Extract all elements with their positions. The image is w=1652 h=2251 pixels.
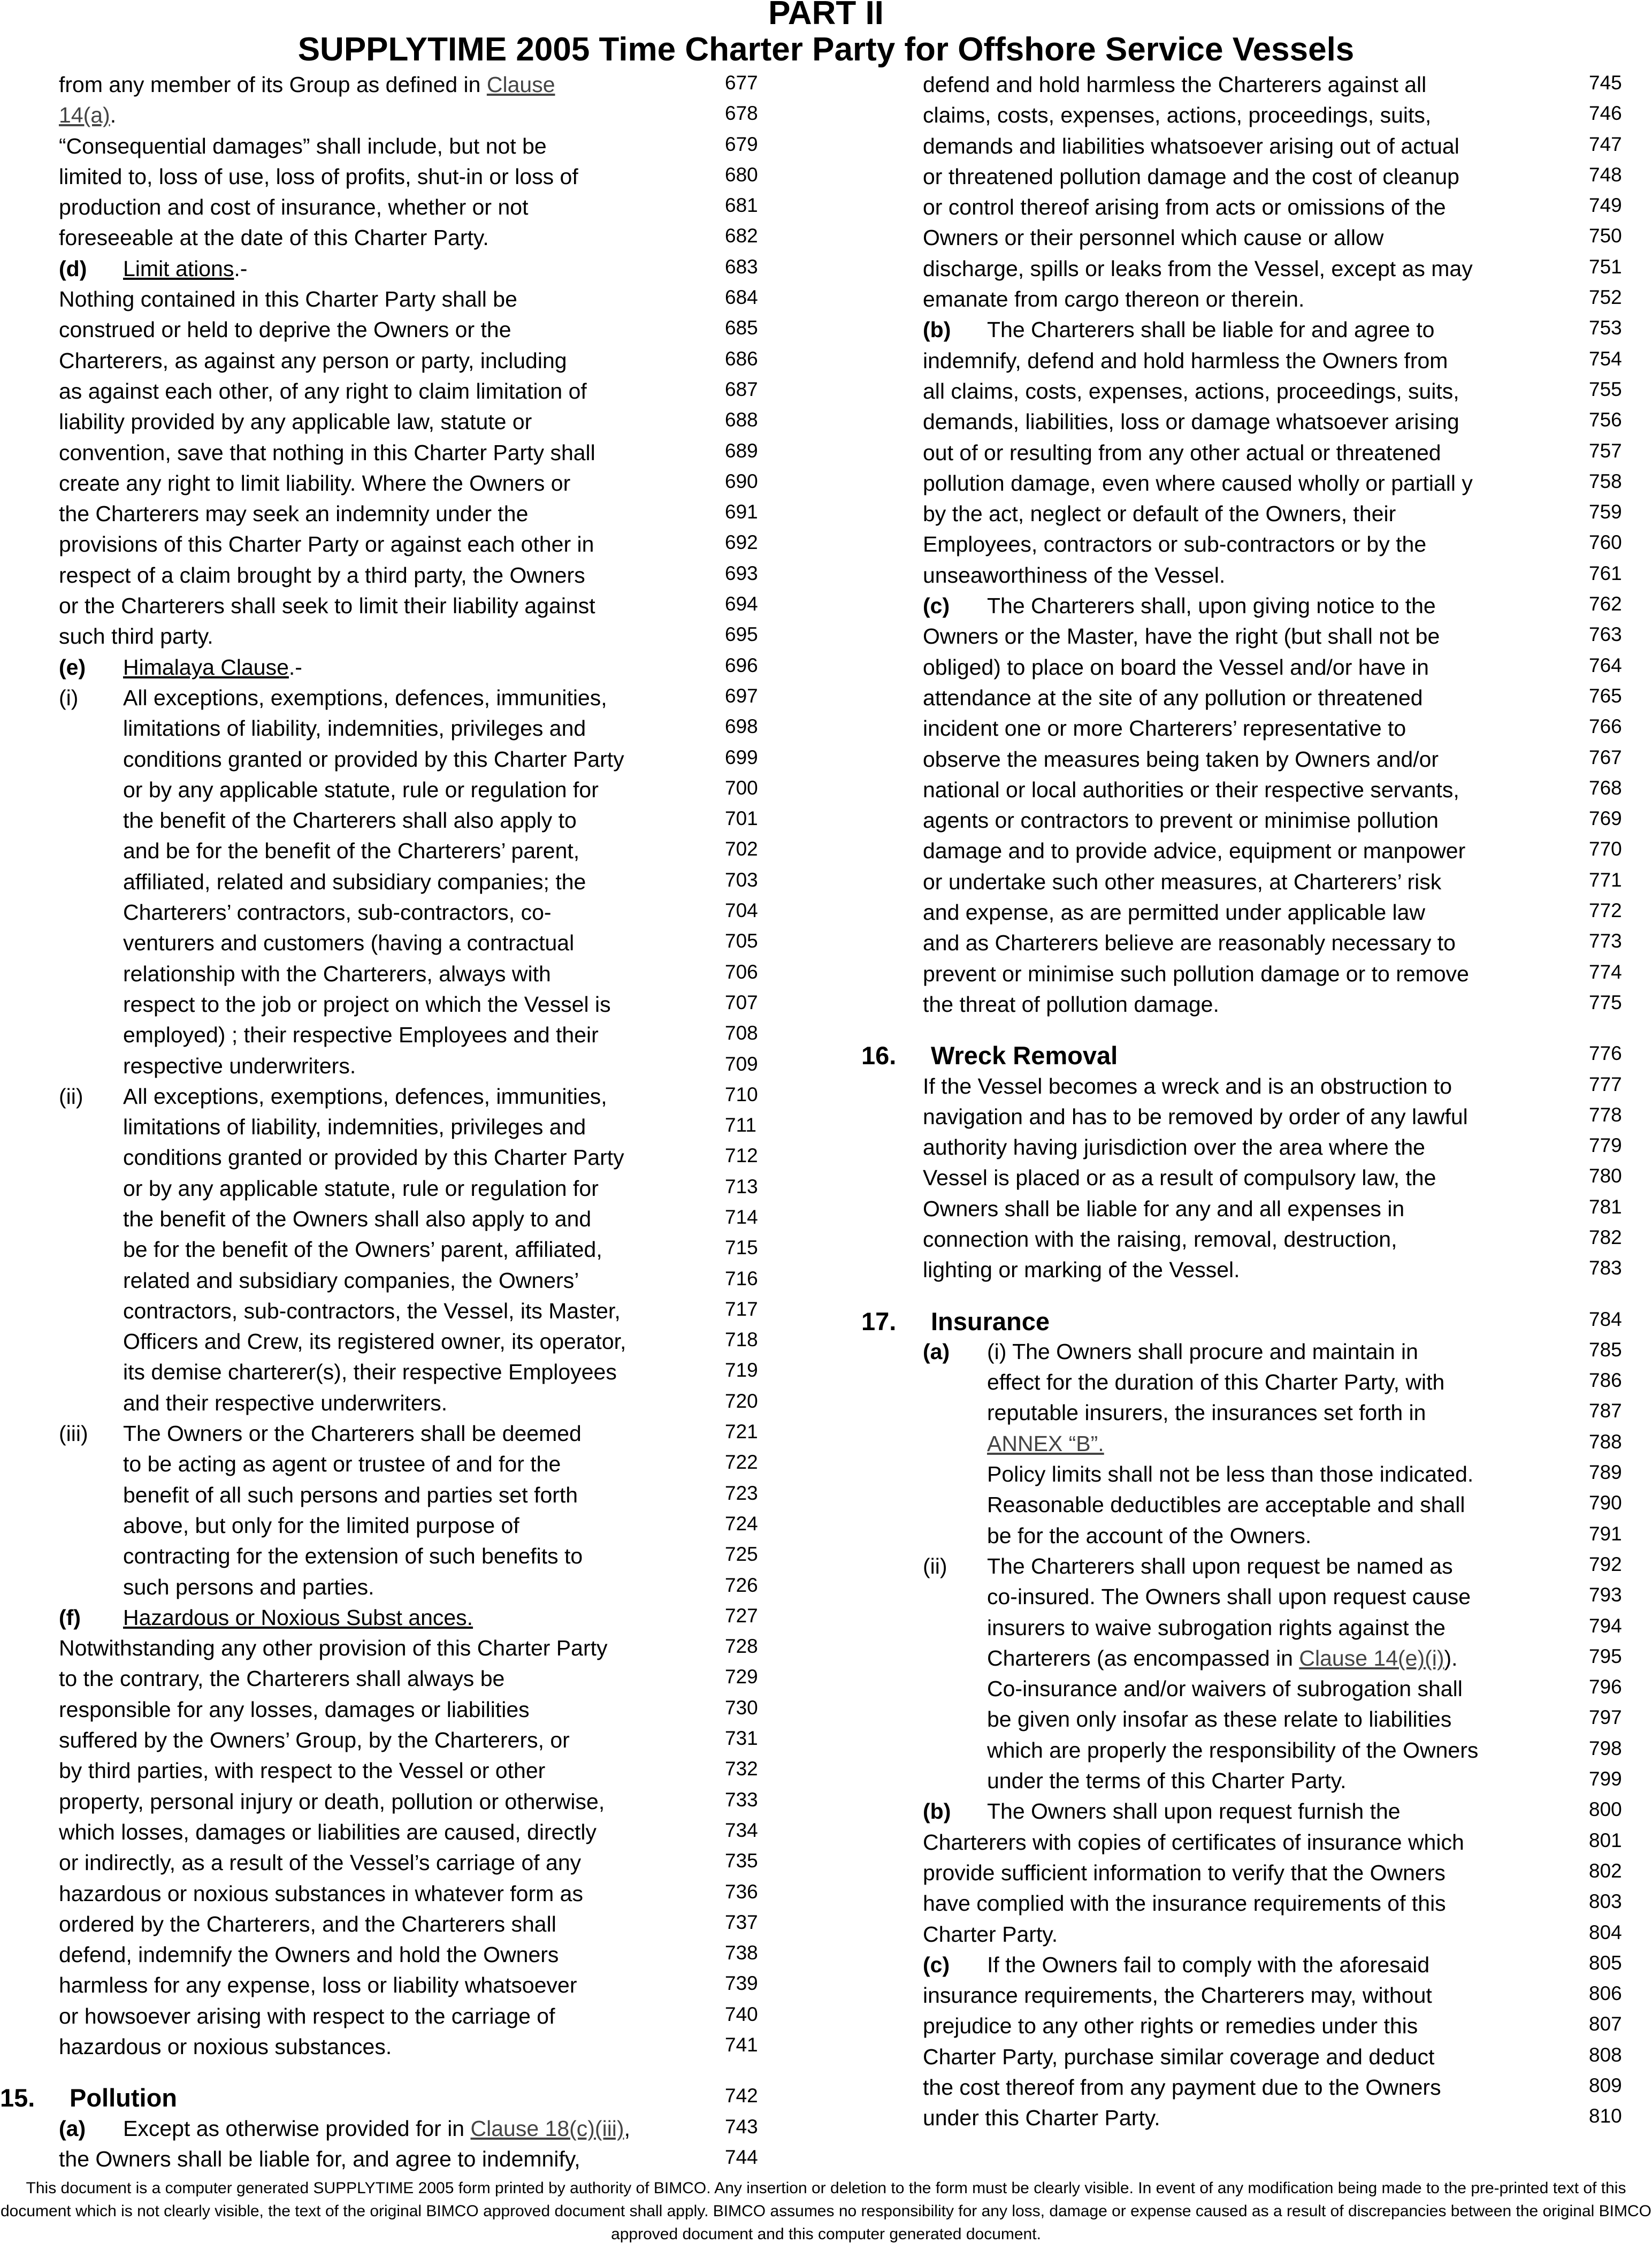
text-line: Employees, contractors or sub-contractors or by the 760	[845, 529, 1632, 560]
line-number: 808	[1589, 2043, 1622, 2066]
line-number: 707	[725, 991, 758, 1013]
text-line: (i) All exceptions, exemptions, defences, immunities, 697	[0, 683, 781, 713]
text-line: or the Charterers shall seek to limit their liability against 694	[0, 591, 781, 621]
line-number: 803	[1589, 1890, 1622, 1913]
text-line: conditions granted or provided by this Charter Party 712	[0, 1142, 781, 1173]
line-number: 720	[725, 1390, 758, 1412]
clause-link[interactable]: 14(a)	[59, 103, 110, 128]
line-number: 722	[725, 1451, 758, 1474]
text-line: Charterers’ contractors, sub-contractors, co- 704	[0, 897, 781, 928]
line-number: 741	[725, 2034, 758, 2056]
text-line: affiliated, related and subsidiary companies; the 703	[0, 867, 781, 897]
text-line: limited to, loss of use, loss of profits, shut-in or loss of 680	[0, 162, 781, 192]
line-number: 787	[1589, 1400, 1622, 1422]
line-number: 759	[1589, 501, 1622, 523]
text-line: all claims, costs, expenses, actions, proceedings, suits, 755	[845, 376, 1632, 407]
text-line: Vessel is placed or as a result of compulsory law, the 780	[845, 1163, 1632, 1193]
line-number: 732	[725, 1758, 758, 1780]
document-title: SUPPLYTIME 2005 Time Charter Party for Offshore Service Vessels	[297, 31, 1355, 68]
line-number: 704	[725, 899, 758, 922]
text-line: authority having jurisdiction over the area where the 779	[845, 1132, 1632, 1163]
line-number: 730	[725, 1696, 758, 1719]
text-line: property, personal injury or death, pollution or otherwise, 733	[0, 1787, 781, 1817]
text-line: Charter Party, purchase similar coverage and deduct 808	[845, 2042, 1632, 2072]
text-line: such third party. 695	[0, 621, 781, 652]
text-line: production and cost of insurance, whether or not 681	[0, 192, 781, 223]
text-line: be for the benefit of the Owners’ parent, affiliated, 715	[0, 1234, 781, 1265]
text-line: discharge, spills or leaks from the Vessel, except as may 751	[845, 254, 1632, 284]
line-number: 791	[1589, 1522, 1622, 1545]
text-line: create any right to limit liability. Where the Owners or 690	[0, 468, 781, 499]
line-number: 742	[725, 2085, 758, 2107]
text-line: Owners or the Master, have the right (but shall not be 763	[845, 621, 1632, 652]
line-number: 802	[1589, 1859, 1622, 1882]
line-number: 761	[1589, 562, 1622, 584]
text-line: demands, liabilities, loss or damage whatsoever arising 756	[845, 407, 1632, 437]
line-number: 678	[725, 102, 758, 125]
text-line: indemnify, defend and hold harmless the Owners from 754	[845, 346, 1632, 376]
text-line: responsible for any losses, damages or liabilities 730	[0, 1695, 781, 1725]
line-number: 793	[1589, 1584, 1622, 1606]
line-number: 709	[725, 1052, 758, 1075]
line-number: 767	[1589, 746, 1622, 768]
text-line: or howsoever arising with respect to the carriage of 740	[0, 2001, 781, 2032]
line-number: 717	[725, 1298, 758, 1320]
line-number: 687	[725, 378, 758, 400]
text-line: contractors, sub-contractors, the Vessel, its Master, 717	[0, 1296, 781, 1326]
line-number: 702	[725, 838, 758, 860]
text-line: or by any applicable statute, rule or regulation for 700	[0, 775, 781, 805]
text-line: the benefit of the Owners shall also apply to and 714	[0, 1204, 781, 1234]
text-line: prejudice to any other rights or remedies under this 807	[845, 2011, 1632, 2041]
section-heading-wreck-removal: 16. Wreck Removal 776	[845, 1040, 1632, 1071]
line-number: 726	[725, 1574, 758, 1596]
line-number: 708	[725, 1022, 758, 1044]
text-line: insurance requirements, the Charterers may, without 806	[845, 1980, 1632, 2011]
line-number: 763	[1589, 623, 1622, 646]
line-number: 743	[725, 2115, 758, 2138]
line-number: 725	[725, 1543, 758, 1566]
line-number: 752	[1589, 286, 1622, 309]
line-number: 728	[725, 1635, 758, 1658]
line-number: 750	[1589, 225, 1622, 247]
line-number: 680	[725, 163, 758, 186]
text-line: demands and liabilities whatsoever arising out of actual 747	[845, 131, 1632, 162]
line-number: 748	[1589, 163, 1622, 186]
text-line: (b) The Charterers shall be liable for and agree to 753	[845, 315, 1632, 345]
text-line: and their respective underwriters. 720	[0, 1388, 781, 1418]
footer-disclaimer: This document is a computer generated SUPPLYTIME 2005 form printed by authority of BIMCO. Any insertion or deletion to the form must be clearly visible. In event of any modification being made to the pre-printed text of this document which is not clearly visible, the text of the original BIMCO approved document shall apply. BIMCO assumes no responsibility for any loss, damage or expense caused as a result of discrepancies between the original BIMCO approved document and this computer generated document.	[1, 2179, 1651, 2243]
line-number: 784	[1589, 1308, 1622, 1330]
text-line: Policy limits shall not be less than those indicated. 789	[845, 1459, 1632, 1490]
line-number: 719	[725, 1359, 758, 1382]
text-line: defend, indemnify the Owners and hold the Owners 738	[0, 1940, 781, 1970]
text-line: the benefit of the Charterers shall also apply to 701	[0, 805, 781, 836]
text-line: Nothing contained in this Charter Party shall be 684	[0, 284, 781, 315]
left-column	[0, 70, 781, 2174]
line-number: 696	[725, 654, 758, 676]
text-line: ordered by the Charterers, and the Charterers shall 737	[0, 1909, 781, 1940]
line-number: 755	[1589, 378, 1622, 400]
line-number: 694	[725, 593, 758, 615]
text-line: defend and hold harmless the Charterers against all 745	[845, 70, 1632, 100]
text-line: obliged) to place on board the Vessel and/or have in 764	[845, 652, 1632, 683]
line-number: 701	[725, 807, 758, 830]
line-number: 745	[1589, 72, 1622, 94]
line-number: 724	[725, 1512, 758, 1535]
line-number: 768	[1589, 776, 1622, 799]
text-line: Notwithstanding any other provision of this Charter Party 728	[0, 1633, 781, 1664]
text-line: employed) ; their respective Employees and their 708	[0, 1020, 781, 1050]
line-number: 789	[1589, 1461, 1622, 1484]
subclause-heading: (e) Himalaya Clause.- 696	[0, 652, 781, 683]
line-number: 774	[1589, 960, 1622, 983]
line-number: 753	[1589, 317, 1622, 339]
text-line: 14(a). 678	[0, 100, 781, 131]
line-number: 800	[1589, 1798, 1622, 1821]
line-number: 807	[1589, 2013, 1622, 2035]
line-number: 758	[1589, 470, 1622, 492]
text-line: and as Charterers believe are reasonably necessary to 773	[845, 928, 1632, 958]
text-line: the cost thereof from any payment due to the Owners 809	[845, 2072, 1632, 2103]
line-number: 806	[1589, 1982, 1622, 2005]
text-line: national or local authorities or their respective servants, 768	[845, 775, 1632, 805]
text-line: which losses, damages or liabilities are caused, directly 734	[0, 1817, 781, 1848]
line-number: 685	[725, 317, 758, 339]
text-line: connection with the raising, removal, destruction, 782	[845, 1224, 1632, 1255]
text-line: the threat of pollution damage. 775	[845, 989, 1632, 1020]
text-line: respective underwriters. 709	[0, 1051, 781, 1081]
line-number: 810	[1589, 2105, 1622, 2127]
line-number: 747	[1589, 133, 1622, 155]
line-number: 689	[725, 439, 758, 462]
text-line: lighting or marking of the Vessel. 783	[845, 1255, 1632, 1285]
line-number: 766	[1589, 715, 1622, 738]
line-number: 679	[725, 133, 758, 155]
line-number: 691	[725, 501, 758, 523]
line-number: 699	[725, 746, 758, 768]
section-heading-insurance: 17. Insurance 784	[845, 1306, 1632, 1337]
text-line: reputable insurers, the insurances set forth in 787	[845, 1398, 1632, 1428]
text-line: conditions granted or provided by this Charter Party 699	[0, 744, 781, 775]
text-line: and expense, as are permitted under applicable law 772	[845, 897, 1632, 928]
line-number: 772	[1589, 899, 1622, 922]
line-number: 749	[1589, 194, 1622, 217]
text-line: “Consequential damages” shall include, but not be 679	[0, 131, 781, 162]
text-line: respect of a claim brought by a third party, the Owners 693	[0, 560, 781, 591]
line-number: 736	[725, 1880, 758, 1903]
text-line: or undertake such other measures, at Charterers’ risk 771	[845, 867, 1632, 897]
line-number: 804	[1589, 1921, 1622, 1943]
text-line: be given only insofar as these relate to liabilities 797	[845, 1704, 1632, 1735]
clause-link[interactable]: Clause 14(e)(i)	[1299, 1645, 1444, 1670]
subclause-heading: (f) Hazardous or Noxious Subst ances. 727	[0, 1603, 781, 1633]
text-line: the Owners shall be liable for, and agree to indemnify, 744	[0, 2144, 781, 2174]
text-line: unseaworthiness of the Vessel. 761	[845, 560, 1632, 591]
line-number: 712	[725, 1144, 758, 1167]
line-number: 690	[725, 470, 758, 492]
text-line: (a) (i) The Owners shall procure and maintain in 785	[845, 1337, 1632, 1367]
line-number: 798	[1589, 1737, 1622, 1759]
line-number: 765	[1589, 684, 1622, 707]
line-number: 751	[1589, 255, 1622, 278]
line-number: 792	[1589, 1553, 1622, 1575]
text-line: Charter Party. 804	[845, 1919, 1632, 1950]
text-line: harmless for any expense, loss or liability whatsoever 739	[0, 1970, 781, 2001]
text-line: to the contrary, the Charterers shall always be 729	[0, 1664, 781, 1694]
line-number: 744	[725, 2146, 758, 2168]
line-number: 677	[725, 72, 758, 94]
text-line: emanate from cargo thereon or therein. 752	[845, 284, 1632, 315]
line-number: 775	[1589, 991, 1622, 1013]
text-line: limitations of liability, indemnities, privileges and 711	[0, 1112, 781, 1142]
text-line: Owners shall be liable for any and all expenses in 781	[845, 1194, 1632, 1224]
text-line: (a) Except as otherwise provided for in Clause 18(c)(iii), 743	[0, 2113, 781, 2144]
line-number: 783	[1589, 1257, 1622, 1279]
line-number: 776	[1589, 1042, 1622, 1065]
line-number: 711	[725, 1114, 756, 1136]
line-number: 697	[725, 684, 758, 707]
text-line: under this Charter Party. 810	[845, 2103, 1632, 2133]
text-line: respect to the job or project on which the Vessel is 707	[0, 989, 781, 1020]
line-number: 682	[725, 225, 758, 247]
text-line: Charterers with copies of certificates of insurance which 801	[845, 1827, 1632, 1858]
line-number: 729	[725, 1666, 758, 1688]
text-line	[845, 1429, 1632, 1459]
text-line: such persons and parties. 726	[0, 1572, 781, 1603]
text-line: If the Vessel becomes a wreck and is an obstruction to 777	[845, 1071, 1632, 1102]
line-number: 737	[725, 1911, 758, 1933]
line-number: 714	[725, 1205, 758, 1228]
line-number: 799	[1589, 1768, 1622, 1790]
line-number: 686	[725, 347, 758, 370]
line-number: 731	[725, 1727, 758, 1750]
text-line: (ii) All exceptions, exemptions, defences, immunities, 710	[0, 1081, 781, 1112]
line-number: 801	[1589, 1829, 1622, 1851]
line-number: 779	[1589, 1134, 1622, 1157]
text-line: venturers and customers (having a contractual 705	[0, 928, 781, 958]
text-line: (ii) The Charterers shall upon request be named as 792	[845, 1551, 1632, 1582]
line-number: 795	[1589, 1645, 1622, 1667]
line-number: 710	[725, 1083, 758, 1105]
text-line: the Charterers may seek an indemnity under the 691	[0, 499, 781, 529]
line-number: 705	[725, 930, 758, 952]
line-number: 769	[1589, 807, 1622, 830]
text-line: above, but only for the limited purpose of 724	[0, 1510, 781, 1541]
line-number: 713	[725, 1175, 758, 1197]
line-number: 788	[1589, 1430, 1622, 1453]
line-number: 681	[725, 194, 758, 217]
line-number: 684	[725, 286, 758, 309]
text-line: agents or contractors to prevent or minimise pollution 769	[845, 805, 1632, 836]
text-line: effect for the duration of this Charter Party, with 786	[845, 1367, 1632, 1398]
line-number: 700	[725, 776, 758, 799]
part-heading: PART II	[768, 0, 884, 32]
text-line: and be for the benefit of the Charterers’ parent, 702	[0, 836, 781, 866]
line-number: 688	[725, 409, 758, 431]
subclause-heading: (d) Limit ations.- 683	[0, 254, 781, 284]
text-line: claims, costs, expenses, actions, proceedings, suits, 746	[845, 100, 1632, 131]
line-number: 782	[1589, 1226, 1622, 1248]
text-line: liability provided by any applicable law, statute or 688	[0, 407, 781, 437]
line-number: 738	[725, 1942, 758, 1964]
text-line: which are properly the responsibility of the Owners 798	[845, 1735, 1632, 1766]
line-number: 796	[1589, 1676, 1622, 1698]
line-number: 740	[725, 2003, 758, 2025]
line-number: 727	[725, 1604, 758, 1627]
line-number: 723	[725, 1482, 758, 1504]
line-number: 771	[1589, 868, 1622, 891]
line-number: 718	[725, 1329, 758, 1351]
text-line: or indirectly, as a result of the Vessel’s carriage of any 735	[0, 1848, 781, 1878]
text-line: (iii) The Owners or the Charterers shall be deemed 721	[0, 1418, 781, 1449]
line-number: 734	[725, 1819, 758, 1841]
line-number: 703	[725, 868, 758, 891]
line-number: 695	[725, 623, 758, 646]
text-line: under the terms of this Charter Party. 799	[845, 1766, 1632, 1796]
line-number: 809	[1589, 2074, 1622, 2096]
text-line: to be acting as agent or trustee of and for the 722	[0, 1449, 781, 1479]
line-number: 780	[1589, 1165, 1622, 1187]
line-number: 778	[1589, 1103, 1622, 1126]
text-line: contracting for the extension of such benefits to 725	[0, 1541, 781, 1571]
text-line: suffered by the Owners’ Group, by the Charterers, or 731	[0, 1725, 781, 1756]
text-line: Charterers, as against any person or party, including 686	[0, 346, 781, 376]
line-number: 770	[1589, 838, 1622, 860]
line-number: 754	[1589, 347, 1622, 370]
line-number: 721	[725, 1421, 758, 1443]
text-line: construed or held to deprive the Owners or the 685	[0, 315, 781, 345]
line-number: 706	[725, 960, 758, 983]
text-line: by the act, neglect or default of the Owners, their 759	[845, 499, 1632, 529]
line-number: 739	[725, 1972, 758, 1995]
annex-link[interactable]: ANNEX “B”.	[987, 1431, 1104, 1456]
text-line: (c) The Charterers shall, upon giving notice to the 762	[845, 591, 1632, 621]
line-number: 683	[725, 255, 758, 278]
text-line: relationship with the Charterers, always with 706	[0, 959, 781, 989]
text-line: foreseeable at the date of this Charter Party. 682	[0, 223, 781, 253]
line-number: 781	[1589, 1195, 1622, 1218]
text-line: (b) The Owners shall upon request furnish the 800	[845, 1796, 1632, 1827]
right-column	[845, 70, 1632, 2134]
line-number: 762	[1589, 593, 1622, 615]
line-number: 716	[725, 1267, 758, 1289]
text-line: incident one or more Charterers’ representative to 766	[845, 713, 1632, 744]
line-number: 785	[1589, 1338, 1622, 1361]
text-line: by third parties, with respect to the Vessel or other 732	[0, 1756, 781, 1786]
text-line: Reasonable deductibles are acceptable and shall 790	[845, 1490, 1632, 1520]
text-line: limitations of liability, indemnities, privileges and 698	[0, 713, 781, 744]
line-number: 715	[725, 1237, 758, 1259]
text-line: insurers to waive subrogation rights against the 794	[845, 1613, 1632, 1643]
text-line: pollution damage, even where caused wholly or partiall y 758	[845, 468, 1632, 499]
line-number: 773	[1589, 930, 1622, 952]
line-number: 693	[725, 562, 758, 584]
text-line: co-insured. The Owners shall upon request cause 793	[845, 1582, 1632, 1612]
text-line: attendance at the site of any pollution or threatened 765	[845, 683, 1632, 713]
line-number: 794	[1589, 1614, 1622, 1637]
line-number: 735	[725, 1850, 758, 1872]
text-line: Co-insurance and/or waivers of subrogation shall 796	[845, 1674, 1632, 1704]
text-line: from any member of its Group as defined in Clause 677	[0, 70, 781, 100]
text-line: or control thereof arising from acts or omissions of the 749	[845, 192, 1632, 223]
text-line: related and subsidiary companies, the Owners’ 716	[0, 1265, 781, 1296]
line-number: 757	[1589, 439, 1622, 462]
text-line: as against each other, of any right to claim limitation of 687	[0, 376, 781, 407]
line-number: 786	[1589, 1369, 1622, 1392]
line-number: 733	[725, 1788, 758, 1811]
text-line: or threatened pollution damage and the cost of cleanup 748	[845, 162, 1632, 192]
text-line: damage and to provide advice, equipment or manpower 770	[845, 836, 1632, 866]
line-number: 746	[1589, 102, 1622, 125]
clause-link[interactable]: Clause	[486, 72, 555, 97]
line-number: 777	[1589, 1073, 1622, 1095]
text-line: convention, save that nothing in this Charter Party shall 689	[0, 438, 781, 468]
text-line: provisions of this Charter Party or against each other in 692	[0, 529, 781, 560]
text-line: benefit of all such persons and parties set forth 723	[0, 1480, 781, 1510]
text-line: observe the measures being taken by Owners and/or 767	[845, 744, 1632, 775]
line-number: 790	[1589, 1492, 1622, 1514]
text-line: hazardous or noxious substances in whatever form as 736	[0, 1879, 781, 1909]
text-line: have complied with the insurance requirements of this 803	[845, 1888, 1632, 1919]
line-number: 797	[1589, 1706, 1622, 1729]
text-line: or by any applicable statute, rule or regulation for 713	[0, 1173, 781, 1204]
text-line: (c) If the Owners fail to comply with the aforesaid 805	[845, 1950, 1632, 1980]
line-number: 756	[1589, 409, 1622, 431]
text-line: Charterers (as encompassed in Clause 14(e)(i)). 795	[845, 1643, 1632, 1674]
text-line: out of or resulting from any other actual or threatened 757	[845, 438, 1632, 468]
text-line: prevent or minimise such pollution damage or to remove 774	[845, 959, 1632, 989]
text-line: Owners or their personnel which cause or allow 750	[845, 223, 1632, 253]
text-line: its demise charterer(s), their respective Employees 719	[0, 1357, 781, 1387]
line-number: 805	[1589, 1951, 1622, 1974]
section-heading-pollution: 15. Pollution 742	[0, 2082, 781, 2113]
line-number: 698	[725, 715, 758, 738]
text-line: Officers and Crew, its registered owner, its operator, 718	[0, 1326, 781, 1357]
line-number: 692	[725, 531, 758, 554]
clause-link[interactable]: Clause 18(c)(iii)	[470, 2116, 624, 2141]
text-line: provide sufficient information to verify that the Owners 802	[845, 1858, 1632, 1888]
line-number: 760	[1589, 531, 1622, 554]
text-line: be for the account of the Owners. 791	[845, 1521, 1632, 1551]
line-number: 764	[1589, 654, 1622, 676]
text-line: navigation and has to be removed by order of any lawful 778	[845, 1102, 1632, 1132]
text-line: hazardous or noxious substances. 741	[0, 2032, 781, 2062]
